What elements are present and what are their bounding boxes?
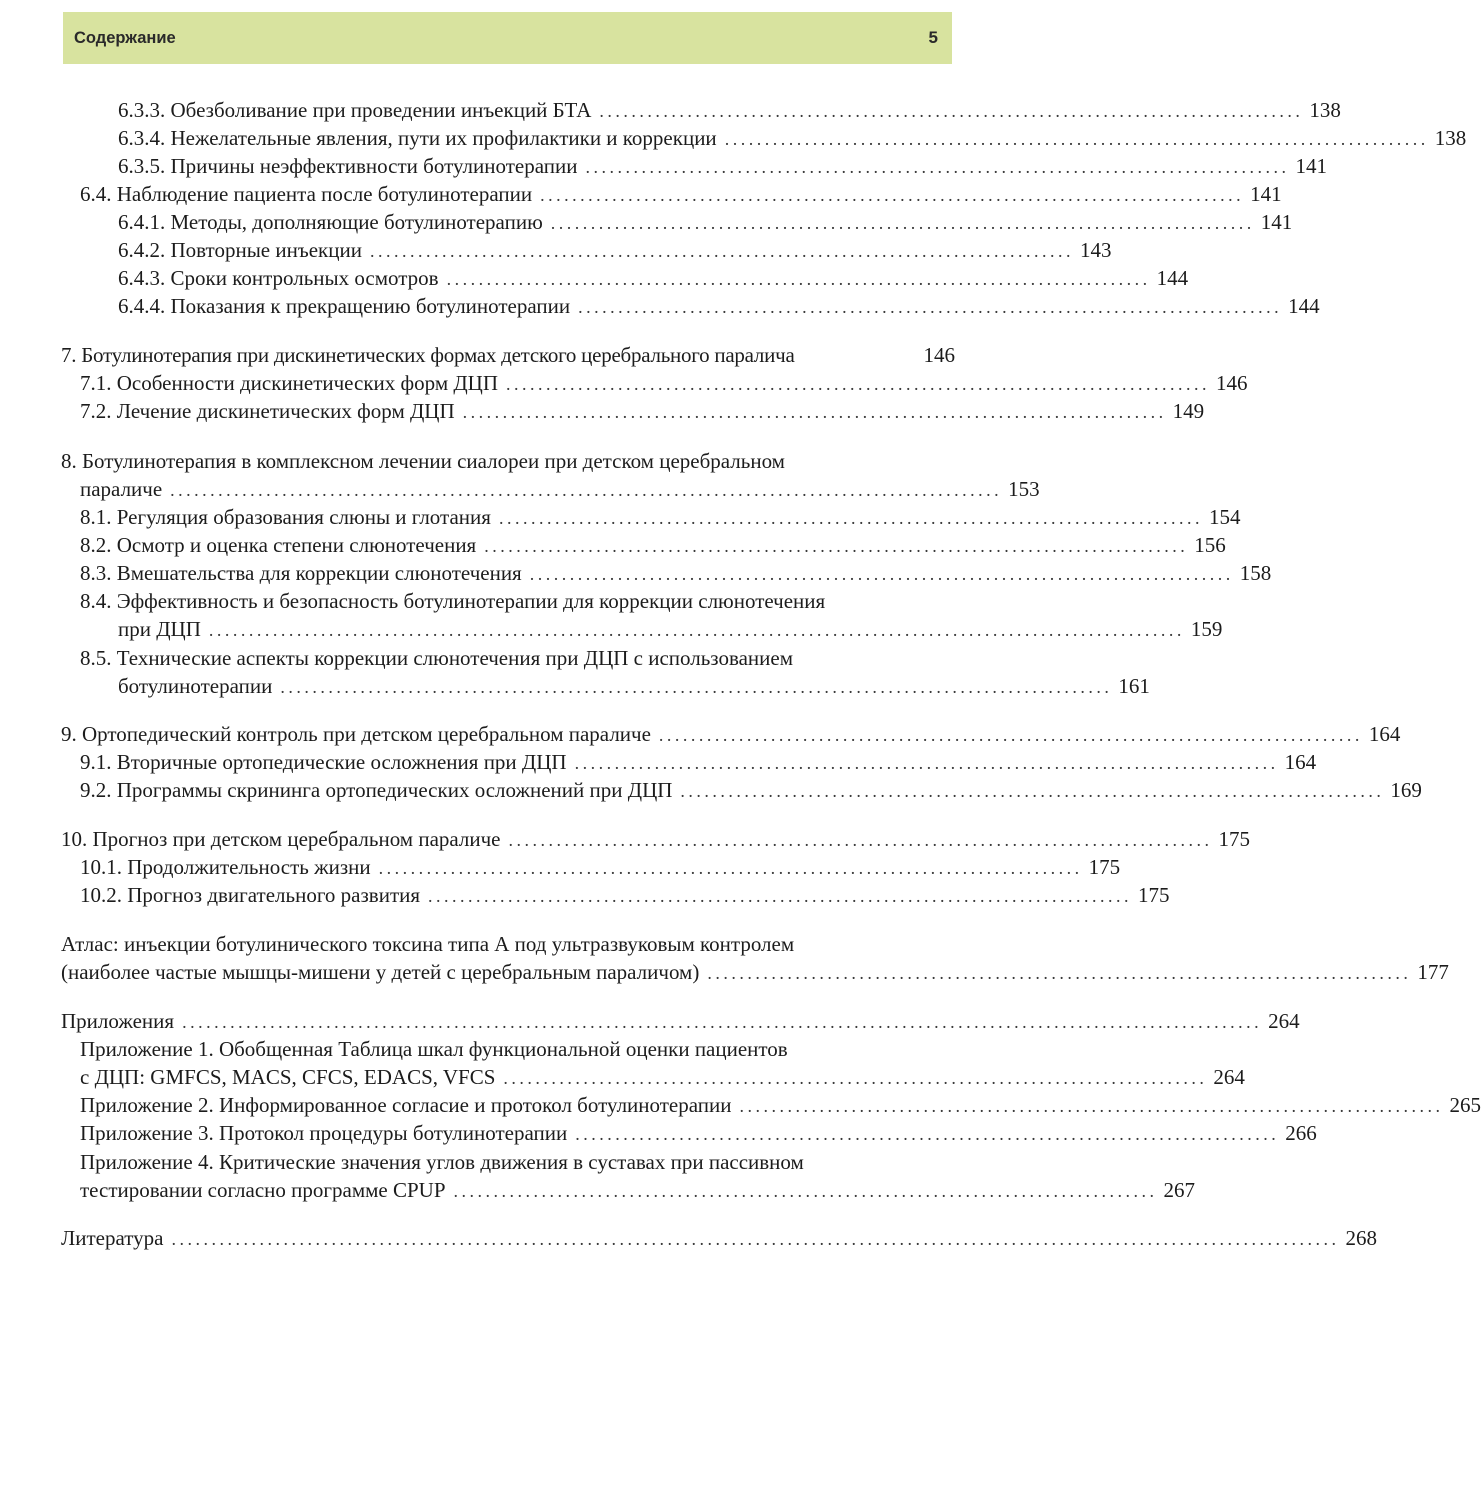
toc-entry xyxy=(80,180,1282,209)
dot-leader: ........................................................................................................ xyxy=(280,677,1113,697)
toc-entry-title: 10.1. Продолжительность жизни xyxy=(80,855,371,879)
toc-entry xyxy=(80,369,1248,398)
toc-entry-title-line: 8.4. Эффективность и безопасность ботулинотерапии для коррекции слюнотечения xyxy=(80,589,826,613)
toc-entry xyxy=(80,531,1226,560)
toc-entry-page: 164 xyxy=(1284,750,1317,774)
toc-entry-page: 141 xyxy=(1295,154,1327,178)
dot-leader: ........................................................................................ xyxy=(739,1096,1444,1116)
toc-entry-page: 146 xyxy=(1216,371,1248,395)
dot-leader: ........................................................................................ xyxy=(378,858,1083,878)
dot-leader: ........................................................................................ xyxy=(506,374,1211,394)
toc-entry-title: Приложение 2. Информированное согласие и протокол ботулинотерапии xyxy=(80,1093,732,1117)
toc-entry-page: 159 xyxy=(1190,617,1223,641)
toc-entry-title: тестировании согласно программе CPUP xyxy=(80,1178,446,1202)
toc-entry xyxy=(118,672,1150,701)
toc-entry-title: 6.3.3. Обезболивание при проведении инъекций БТА xyxy=(118,98,592,122)
dot-leader: ........................................................................................ xyxy=(680,781,1385,801)
toc-entry-title: 10. Прогноз при детском церебральном параличе xyxy=(61,827,501,851)
toc-entry xyxy=(80,1063,1245,1092)
toc-entry xyxy=(118,124,1467,153)
dot-leader: ........................................................................................................ xyxy=(170,480,1003,500)
toc-entry-title: 9. Ортопедический контроль при детском церебральном параличе xyxy=(61,722,651,746)
dot-leader: .................................................................................................................................................. xyxy=(171,1229,1340,1249)
toc-entry-page: 264 xyxy=(1268,1009,1300,1033)
toc-entry-page: 175 xyxy=(1138,883,1170,907)
toc-entry-page: 265 xyxy=(1449,1093,1481,1117)
dot-leader: ........................................................................................ xyxy=(498,508,1203,528)
toc-entry-page: 264 xyxy=(1213,1065,1245,1089)
dot-leader: ........................................................................................ xyxy=(658,725,1363,745)
dot-leader: ........................................................................................ xyxy=(578,297,1283,317)
toc-entry xyxy=(80,503,1241,532)
toc-entry-title: 7. Ботулинотерапия при дискинетических формах детского церебрального паралича xyxy=(61,343,795,367)
toc-entry-title: 6.4.4. Показания к прекращению ботулинотерапии xyxy=(118,294,571,318)
toc-entry-page: 138 xyxy=(1309,98,1341,122)
toc-entry xyxy=(80,559,1272,588)
toc-entry-page: 268 xyxy=(1345,1226,1377,1250)
toc-entry xyxy=(80,853,1121,882)
toc-entry-title: 6.4. Наблюдение пациента после ботулинотерапии xyxy=(80,182,533,206)
dot-leader: ........................................................................................ xyxy=(540,185,1245,205)
toc-entry xyxy=(80,1176,1196,1205)
toc-entry xyxy=(80,1119,1317,1148)
dot-leader: ........................................................................................ xyxy=(575,1124,1280,1144)
dot-leader: ........................................................................................ xyxy=(508,830,1213,850)
dot-leader: ........................................................................................ xyxy=(369,241,1074,261)
dot-leader: ........................................................................................ xyxy=(724,129,1429,149)
toc-chapter xyxy=(61,341,955,369)
toc-entry xyxy=(118,208,1293,237)
toc-entry-page: 158 xyxy=(1239,561,1272,585)
toc-entry-title: параличе xyxy=(80,477,163,501)
toc-entry-title: 8.1. Регуляция образования слюны и глотания xyxy=(80,505,491,529)
toc-atlas-title-line: Атлас: инъекции ботулинического токсина типа А под ультразвуковым контролем xyxy=(61,932,795,956)
toc-entry-page: 141 xyxy=(1260,210,1293,234)
toc-entry-page: 144 xyxy=(1288,294,1320,318)
dot-leader: .......................................................................................................................... xyxy=(208,620,1185,640)
toc-entry xyxy=(80,881,1170,910)
toc-entry xyxy=(118,236,1112,265)
toc-entry-title: Литература xyxy=(61,1226,164,1250)
dot-leader: ........................................................................................ xyxy=(585,157,1290,177)
toc-entry-title: Приложение 3. Протокол процедуры ботулинотерапии xyxy=(80,1121,568,1145)
toc-entry-page: 144 xyxy=(1156,266,1189,290)
toc-entry xyxy=(118,152,1327,181)
toc-entry-title: 8.3. Вмешательства для коррекции слюнотечения xyxy=(80,561,522,585)
header-title: Содержание xyxy=(74,29,176,47)
toc-entry xyxy=(80,748,1317,777)
toc-entry-page: 154 xyxy=(1208,505,1241,529)
toc-entry-title: 6.3.5. Причины неэффективности ботулинотерапии xyxy=(118,154,578,178)
dot-leader: ........................................................................................ xyxy=(529,564,1234,584)
dot-leader: ........................................................................................ xyxy=(550,213,1255,233)
dot-leader: ........................................................................................ xyxy=(453,1181,1158,1201)
toc-chapter xyxy=(61,720,1401,749)
toc-entry-title: 9.1. Вторичные ортопедические осложнения при ДЦП xyxy=(80,750,567,774)
toc-entry-title-line: Приложение 1. Обобщенная Таблица шкал функциональной оценки пациентов xyxy=(80,1037,788,1061)
toc-entry-title: Приложения xyxy=(61,1009,175,1033)
toc-chapter xyxy=(61,958,1449,987)
dot-leader: ........................................................................................ xyxy=(462,402,1167,422)
toc-entry-page: 177 xyxy=(1417,960,1449,984)
toc-entry-title-line: 8.5. Технические аспекты коррекции слюнотечения при ДЦП с использованием xyxy=(80,646,794,670)
dot-leader: ........................................................................................ xyxy=(599,101,1304,121)
toc-entry-page: 153 xyxy=(1008,477,1040,501)
toc-chapter xyxy=(61,1007,1300,1036)
toc-entry-page: 267 xyxy=(1163,1178,1196,1202)
toc-entry-title: 6.3.4. Нежелательные явления, пути их профилактики и коррекции xyxy=(118,126,717,150)
toc-entry xyxy=(118,96,1341,125)
toc-entry-title-line: Приложение 4. Критические значения углов движения в суставах при пассивном xyxy=(80,1150,804,1174)
toc-chapter xyxy=(80,475,1040,504)
toc-entry-title: (наиболее частые мышцы-мишени у детей с церебральным параличом) xyxy=(61,960,700,984)
toc-entry xyxy=(80,776,1422,805)
toc-entry-page: 175 xyxy=(1218,827,1250,851)
toc-entry-page: 164 xyxy=(1368,722,1401,746)
toc-entry-page: 146 xyxy=(923,343,955,367)
toc-entry-title: 7.1. Особенности дискинетических форм ДЦП xyxy=(80,371,499,395)
toc-entry-title: 10.2. Прогноз двигательного развития xyxy=(80,883,421,907)
dot-leader: ........................................................................................ xyxy=(503,1068,1208,1088)
dot-leader: ........................................................................................ xyxy=(707,963,1412,983)
toc-entry-page: 156 xyxy=(1194,533,1226,557)
toc-chapter-title-line: 8. Ботулинотерапия в комплексном лечении сиалореи при детском церебральном xyxy=(61,449,785,473)
dot-leader: ........................................................................................ xyxy=(574,753,1279,773)
toc-entry-title: 6.4.3. Сроки контрольных осмотров xyxy=(118,266,439,290)
toc-entry xyxy=(80,397,1205,426)
toc-entry-page: 266 xyxy=(1285,1121,1317,1145)
header-page-number: 5 xyxy=(928,28,938,47)
toc-entry-title: 6.4.1. Методы, дополняющие ботулинотерапию xyxy=(118,210,543,234)
toc-entry-page: 169 xyxy=(1390,778,1422,802)
toc-entry-page: 138 xyxy=(1434,126,1467,150)
toc-entry-title: с ДЦП: GMFCS, MACS, CFCS, EDACS, VFCS xyxy=(80,1065,496,1089)
toc-entry-title: 7.2. Лечение дискинетических форм ДЦП xyxy=(80,399,455,423)
dot-leader: ........................................................................................ xyxy=(446,269,1151,289)
dot-leader: ........................................................................................ xyxy=(484,536,1189,556)
toc-entry-page: 149 xyxy=(1172,399,1205,423)
toc-entry-page: 141 xyxy=(1250,182,1282,206)
toc-entry xyxy=(118,615,1223,644)
dot-leader: ........................................................................................ xyxy=(428,886,1133,906)
dot-leader: ....................................................................................................................................... xyxy=(182,1012,1263,1032)
toc-entry-title: 9.2. Программы скрининга ортопедических осложнений при ДЦП xyxy=(80,778,673,802)
toc-entry-page: 161 xyxy=(1118,674,1150,698)
toc-chapter xyxy=(61,1224,1377,1253)
toc-entry-title: 8.2. Осмотр и оценка степени слюнотечения xyxy=(80,533,477,557)
toc-entry-page: 175 xyxy=(1088,855,1121,879)
toc-entry xyxy=(118,264,1189,293)
toc-entry-title: ботулинотерапии xyxy=(118,674,273,698)
toc-entry xyxy=(80,1091,1481,1120)
toc-entry-title: при ДЦП xyxy=(118,617,201,641)
toc-entry xyxy=(118,292,1320,321)
toc-chapter xyxy=(61,825,1250,854)
toc-entry-title: 6.4.2. Повторные инъекции xyxy=(118,238,362,262)
toc-entry-page: 143 xyxy=(1079,238,1112,262)
